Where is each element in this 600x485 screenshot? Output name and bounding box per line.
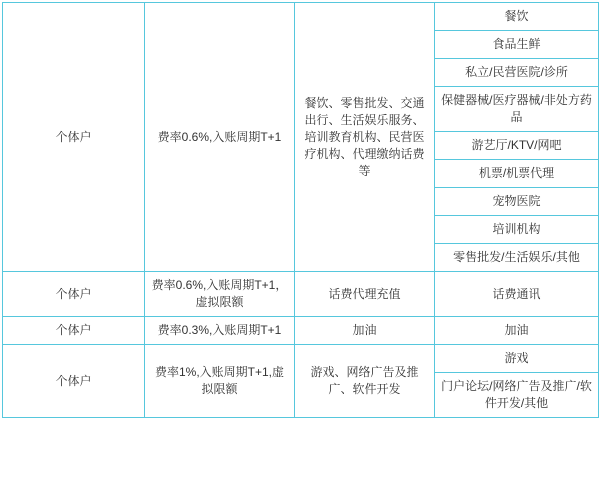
- table-row: [3, 317, 599, 345]
- cell-category: 私立/民营医院/诊所: [435, 59, 599, 87]
- cell-category: 培训机构: [435, 216, 599, 244]
- cell-category: 保健器械/医疗器械/非处方药品: [435, 87, 599, 132]
- table-row: [3, 272, 599, 317]
- cell-rate: 费率0.6%,入账周期T+1，虚拟限额: [145, 272, 295, 317]
- cell-category: 游艺厅/KTV/网吧: [435, 132, 599, 160]
- cell-entity-type: 个体户: [3, 272, 145, 317]
- cell-category: 餐饮: [435, 3, 599, 31]
- cell-category: 食品生鲜: [435, 31, 599, 59]
- cell-scope: 游戏、网络广告及推广、软件开发: [295, 345, 435, 418]
- rate-table-body: [3, 3, 599, 418]
- cell-entity-type: 个体户: [3, 3, 145, 272]
- cell-category: 话费通讯: [435, 272, 599, 317]
- cell-category: 机票/机票代理: [435, 160, 599, 188]
- cell-rate: 费率1%,入账周期T+1,虚拟限额: [145, 345, 295, 418]
- cell-category: 游戏: [435, 345, 599, 373]
- cell-entity-type: 个体户: [3, 345, 145, 418]
- cell-scope: 加油: [295, 317, 435, 345]
- cell-entity-type: 个体户: [3, 317, 145, 345]
- cell-category: 加油: [435, 317, 599, 345]
- cell-rate: 费率0.3%,入账周期T+1: [145, 317, 295, 345]
- cell-rate: 费率0.6%,入账周期T+1: [145, 3, 295, 272]
- table-row: [3, 345, 599, 373]
- table-row: [3, 3, 599, 31]
- cell-category: 宠物医院: [435, 188, 599, 216]
- rate-table-sheet: [0, 2, 600, 485]
- cell-category: 门户论坛/网络广告及推广/软件开发/其他: [435, 373, 599, 418]
- cell-scope: 餐饮、零售批发、交通出行、生活娱乐服务、培训教育机构、民营医疗机构、代理缴纳话费等: [295, 3, 435, 272]
- cell-category: 零售批发/生活娱乐/其他: [435, 244, 599, 272]
- rate-table: [2, 2, 599, 418]
- cell-scope: 话费代理充值: [295, 272, 435, 317]
